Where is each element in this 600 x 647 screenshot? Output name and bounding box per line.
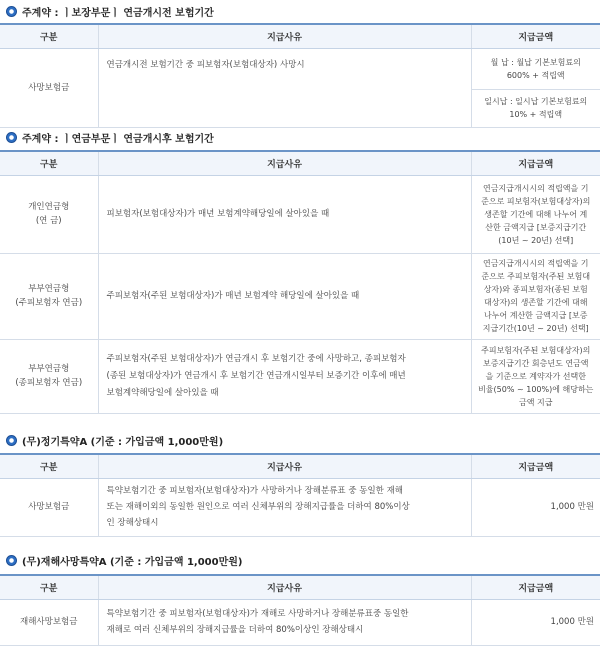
reason-line: 특약보험기간 중 피보험자(보험대상자)가 재해로 사망하거나 장해분류표중 동일한 [106,609,409,619]
reason-line: 인 장해상태시 [106,518,159,528]
table-header-row [0,575,600,599]
category-cell: 사망보험금 [0,478,98,536]
table-header-row [0,24,600,48]
amount-line: 준으로 피보험자(보험대상자)의 [481,196,591,206]
table-row [0,599,600,645]
benefit-table [0,150,600,414]
amount-cell: 1,000 만원 [471,599,600,645]
reason-cell: 피보험자(보험대상자)가 매년 보험계약해당일에 살아있을 때 [98,175,471,253]
section-title-text: 주계약 : ㅣ연금부문ㅣ 연금개시후 보험기간 [22,133,214,145]
category-cell [0,175,98,253]
col-header: 구분 [0,454,98,478]
reason-cell: 주피보험자(주된 보험대상자)가 매년 보험계약 해당일에 살아있을 때 [98,253,471,339]
table-row [0,253,600,339]
amount-line: 600% + 적립액 [506,70,565,80]
reason-cell: 연금개시전 보험기간 중 피보험자(보험대상자) 사망시 [98,48,471,127]
col-header: 지급금액 [471,24,600,48]
section-title [6,432,223,448]
reason-cell [98,478,471,536]
amount-line: 지급기간(10년 ~ 20년) 선택] [482,324,589,333]
section-title-text: 주계약 : ㅣ보장부문ㅣ 연금개시전 보험기간 [22,7,214,19]
section-title-text: (무)재해사망특약A (기준 : 가입금액 1,000만원) [22,556,243,568]
table-row [0,478,600,536]
reason-cell [98,599,471,645]
amount-line: 금액 지급 [519,397,553,407]
section-title [6,552,242,568]
table-header-row [0,454,600,478]
col-header: 구분 [0,151,98,175]
amount-line: 상자)와 종피보험자(종된 보험 [483,285,588,294]
amount-line: 보증지급기간 회층년도 연금액 [482,358,589,368]
amount-cell [471,175,600,253]
reason-line: 특약보험기간 중 피보험자(보험대상자)가 사망하거나 장해분류표 중 동일한 재해 [106,486,404,496]
amount-line: 연금지급개시시의 적립액을 기 [482,183,589,193]
category-cell [0,339,98,413]
reason-line: 주피보험자(주된 보험대상자)가 연금개시 후 보험기간 중에 사망하고, 종피보험자 [106,353,406,364]
col-header: 지급금액 [471,454,600,478]
reason-line: 또는 재해이외의 동일한 원인으로 여러 신체부위의 장해지급률을 더하여 80%이상 [106,502,410,512]
category-line: 개인연금형 [28,202,70,212]
col-header: 지급금액 [471,151,600,175]
amount-cell: 1,000 만원 [471,478,600,536]
amount-cell [471,339,600,413]
category-line: 부부연금형 [28,284,70,294]
amount-cell [471,253,600,339]
amount-line: 연금지급개시시의 적립액을 기 [482,259,589,268]
amount-line: 10% + 적립액 [509,110,563,119]
benefit-table [0,23,600,128]
reason-cell [98,339,471,413]
col-header: 구분 [0,575,98,599]
category-line: (연 금) [35,216,62,226]
bullet-icon [6,435,17,446]
category-line: (종피보험자 연금) [15,378,83,388]
table-header-row [0,151,600,175]
amount-line: 일시납 : 일시납 기본보험료의 [484,97,588,106]
category-cell [0,253,98,339]
bullet-icon [6,555,17,566]
amount-cell [471,89,600,127]
section-title [6,3,214,19]
table-row [0,48,600,89]
category-line: 부부연금형 [28,364,70,374]
reason-line: (종된 보험대상자)가 연금개시 후 보험기간 연금개시일부터 보증기간 이후에 매년 [106,370,406,381]
amount-line: 나누어 계산한 금액지급 [보증 [484,311,588,320]
table-row [0,339,600,413]
col-header: 지급금액 [471,575,600,599]
amount-line: 생존할 기간에 대해 나누어 계 [484,209,588,219]
section-title-text: (무)정기특약A (기준 : 가입금액 1,000만원) [22,436,224,448]
col-header: 지급사유 [98,454,471,478]
col-header: 구분 [0,24,98,48]
amount-line: 월 납 : 월납 기본보험료의 [490,57,581,67]
benefit-table [0,453,600,537]
amount-line: (10년 ~ 20년) 선택] [498,235,574,245]
category-line: (주피보험자 연금) [15,298,83,308]
table-row [0,175,600,253]
reason-line: 재해로 여러 신체부위의 장해지급률을 더하여 80%이상인 장해상태시 [106,625,364,635]
col-header: 지급사유 [98,24,471,48]
category-cell: 사망보험금 [0,48,98,127]
amount-line: 준으로 주피보험자(주된 보험대 [481,272,591,281]
amount-cell [471,48,600,89]
category-cell: 재해사망보험금 [0,599,98,645]
amount-line: 대상자)의 생존할 기간에 대해 [484,298,588,307]
amount-line: 주피보험자(주된 보험대상자)의 [481,345,591,355]
benefit-table [0,574,600,646]
amount-line: 을 기준으로 계약자가 선택한 [485,371,586,381]
col-header: 지급사유 [98,151,471,175]
reason-line: 보험계약해당일에 살아있을 때 [106,387,219,398]
col-header: 지급사유 [98,575,471,599]
section-title [6,129,214,145]
amount-line: 산한 금액지급 [보증지급기간 [485,222,587,232]
bullet-icon [6,132,17,143]
bullet-icon [6,6,17,17]
amount-line: 비율(50% ~ 100%)에 해당하는 [478,384,594,394]
